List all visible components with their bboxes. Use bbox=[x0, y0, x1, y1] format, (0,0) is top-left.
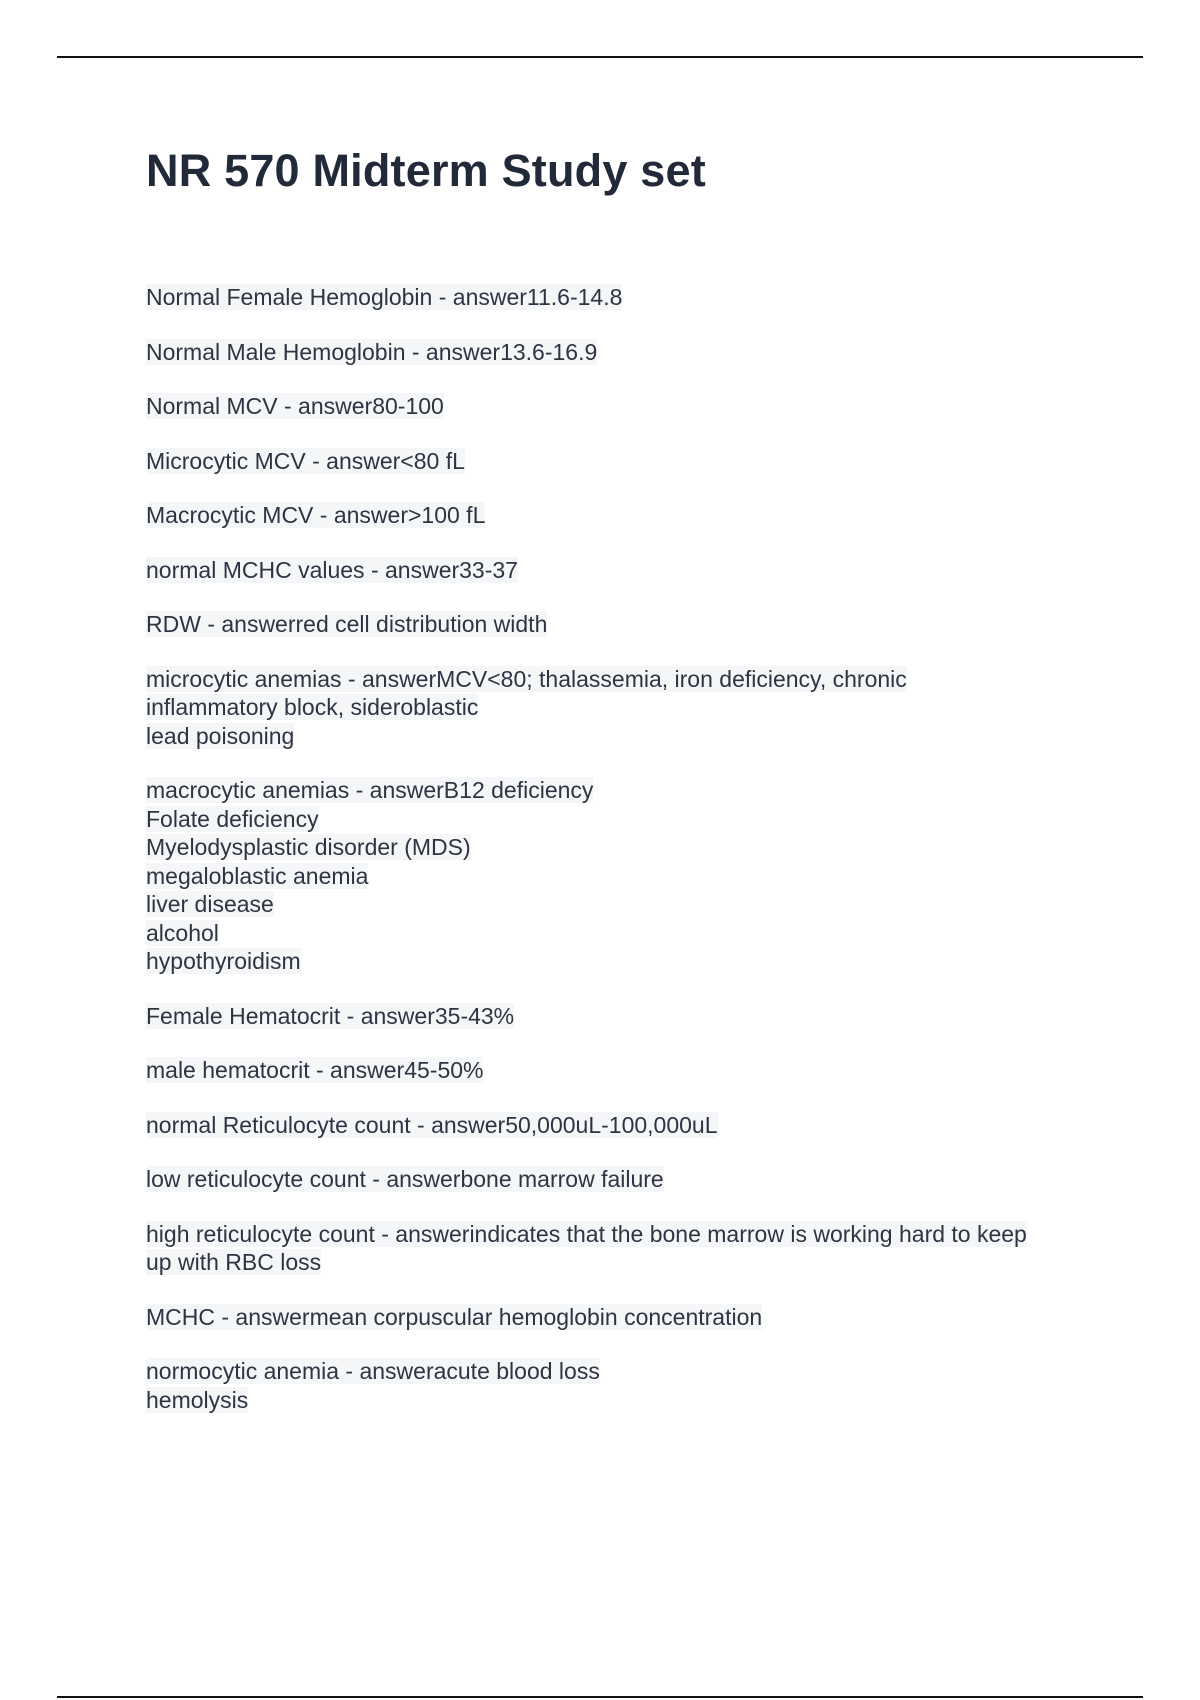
flashcard-line bbox=[146, 1386, 1106, 1415]
flashcard-line bbox=[146, 919, 1106, 948]
flashcard-line bbox=[146, 392, 1106, 421]
flashcard-line bbox=[146, 338, 1106, 367]
flashcard-text: inflammatory block, sideroblastic bbox=[146, 694, 479, 720]
flashcard-line bbox=[146, 1056, 1106, 1085]
flashcard-text: normal MCHC values - answer33-37 bbox=[146, 556, 518, 583]
flashcard-item bbox=[146, 392, 1106, 421]
flashcard-line bbox=[146, 501, 1106, 530]
flashcard-item bbox=[146, 283, 1106, 312]
flashcard-line bbox=[146, 610, 1106, 639]
flashcard-text: alcohol bbox=[146, 919, 219, 946]
flashcard-line bbox=[146, 890, 1106, 919]
flashcard-item bbox=[146, 338, 1106, 367]
flashcard-text: Normal Male Hemoglobin - answer13.6-16.9 bbox=[146, 338, 598, 365]
flashcard-text: Myelodysplastic disorder (MDS) bbox=[146, 834, 471, 860]
flashcard-line bbox=[146, 1220, 1106, 1249]
top-divider bbox=[57, 56, 1143, 58]
flashcard-text: high reticulocyte count - answerindicates that the bone marrow is working hard to keep bbox=[146, 1220, 1027, 1247]
flashcard-line bbox=[146, 1111, 1106, 1140]
flashcard-text: up with RBC loss bbox=[146, 1249, 322, 1275]
flashcard-text: Microcytic MCV - answer<80 fL bbox=[146, 447, 465, 474]
flashcard-line bbox=[146, 447, 1106, 476]
flashcard-text: macrocytic anemias - answerB12 deficiency bbox=[146, 777, 594, 803]
flashcard-item bbox=[146, 1303, 1106, 1332]
flashcard-line bbox=[146, 776, 1106, 805]
flashcard-line bbox=[146, 722, 1106, 751]
flashcard-line bbox=[146, 805, 1106, 834]
flashcard-text: megaloblastic anemia bbox=[146, 862, 369, 889]
flashcard-line bbox=[146, 947, 1106, 976]
flashcard-text: Folate deficiency bbox=[146, 805, 319, 832]
flashcard-text: Normal MCV - answer80-100 bbox=[146, 393, 444, 419]
page-title: NR 570 Midterm Study set bbox=[146, 145, 706, 196]
flashcard-item bbox=[146, 556, 1106, 585]
flashcard-line bbox=[146, 1357, 1106, 1386]
flashcard-text: hypothyroidism bbox=[146, 948, 301, 974]
flashcard-line bbox=[146, 1248, 1106, 1277]
flashcard-line bbox=[146, 665, 1106, 694]
flashcard-text: liver disease bbox=[146, 891, 274, 917]
flashcard-text: microcytic anemias - answerMCV<80; thalassemia, iron deficiency, chronic bbox=[146, 665, 907, 692]
flashcard-item bbox=[146, 1165, 1106, 1194]
flashcard-text: low reticulocyte count - answerbone marrow failure bbox=[146, 1166, 664, 1192]
flashcard-line bbox=[146, 833, 1106, 862]
flashcard-line bbox=[146, 862, 1106, 891]
flashcard-text: Female Hematocrit - answer35-43% bbox=[146, 1002, 515, 1029]
flashcard-text: normal Reticulocyte count - answer50,000uL-100,000uL bbox=[146, 1111, 718, 1138]
flashcard-line bbox=[146, 693, 1106, 722]
flashcard-text: male hematocrit - answer45-50% bbox=[146, 1057, 484, 1083]
flashcard-list bbox=[146, 283, 1106, 1440]
flashcard-line bbox=[146, 1002, 1106, 1031]
flashcard-line bbox=[146, 1303, 1106, 1332]
flashcard-text: RDW - answerred cell distribution width bbox=[146, 611, 548, 637]
flashcard-item bbox=[146, 1111, 1106, 1140]
flashcard-item bbox=[146, 447, 1106, 476]
flashcard-text: normocytic anemia - answeracute blood loss bbox=[146, 1358, 600, 1384]
flashcard-item bbox=[146, 1002, 1106, 1031]
flashcard-item bbox=[146, 776, 1106, 976]
flashcard-line bbox=[146, 556, 1106, 585]
flashcard-text: Macrocytic MCV - answer>100 fL bbox=[146, 502, 486, 528]
flashcard-text: MCHC - answermean corpuscular hemoglobin concentration bbox=[146, 1303, 763, 1330]
flashcard-text: Normal Female Hemoglobin - answer11.6-14.8 bbox=[146, 284, 623, 310]
flashcard-text: lead poisoning bbox=[146, 722, 295, 749]
flashcard-item bbox=[146, 1056, 1106, 1085]
flashcard-item bbox=[146, 501, 1106, 530]
flashcard-item bbox=[146, 665, 1106, 751]
flashcard-text: hemolysis bbox=[146, 1386, 249, 1413]
flashcard-line bbox=[146, 1165, 1106, 1194]
bottom-divider bbox=[57, 1696, 1143, 1698]
flashcard-item bbox=[146, 1220, 1106, 1277]
flashcard-item bbox=[146, 610, 1106, 639]
flashcard-item bbox=[146, 1357, 1106, 1414]
flashcard-line bbox=[146, 283, 1106, 312]
